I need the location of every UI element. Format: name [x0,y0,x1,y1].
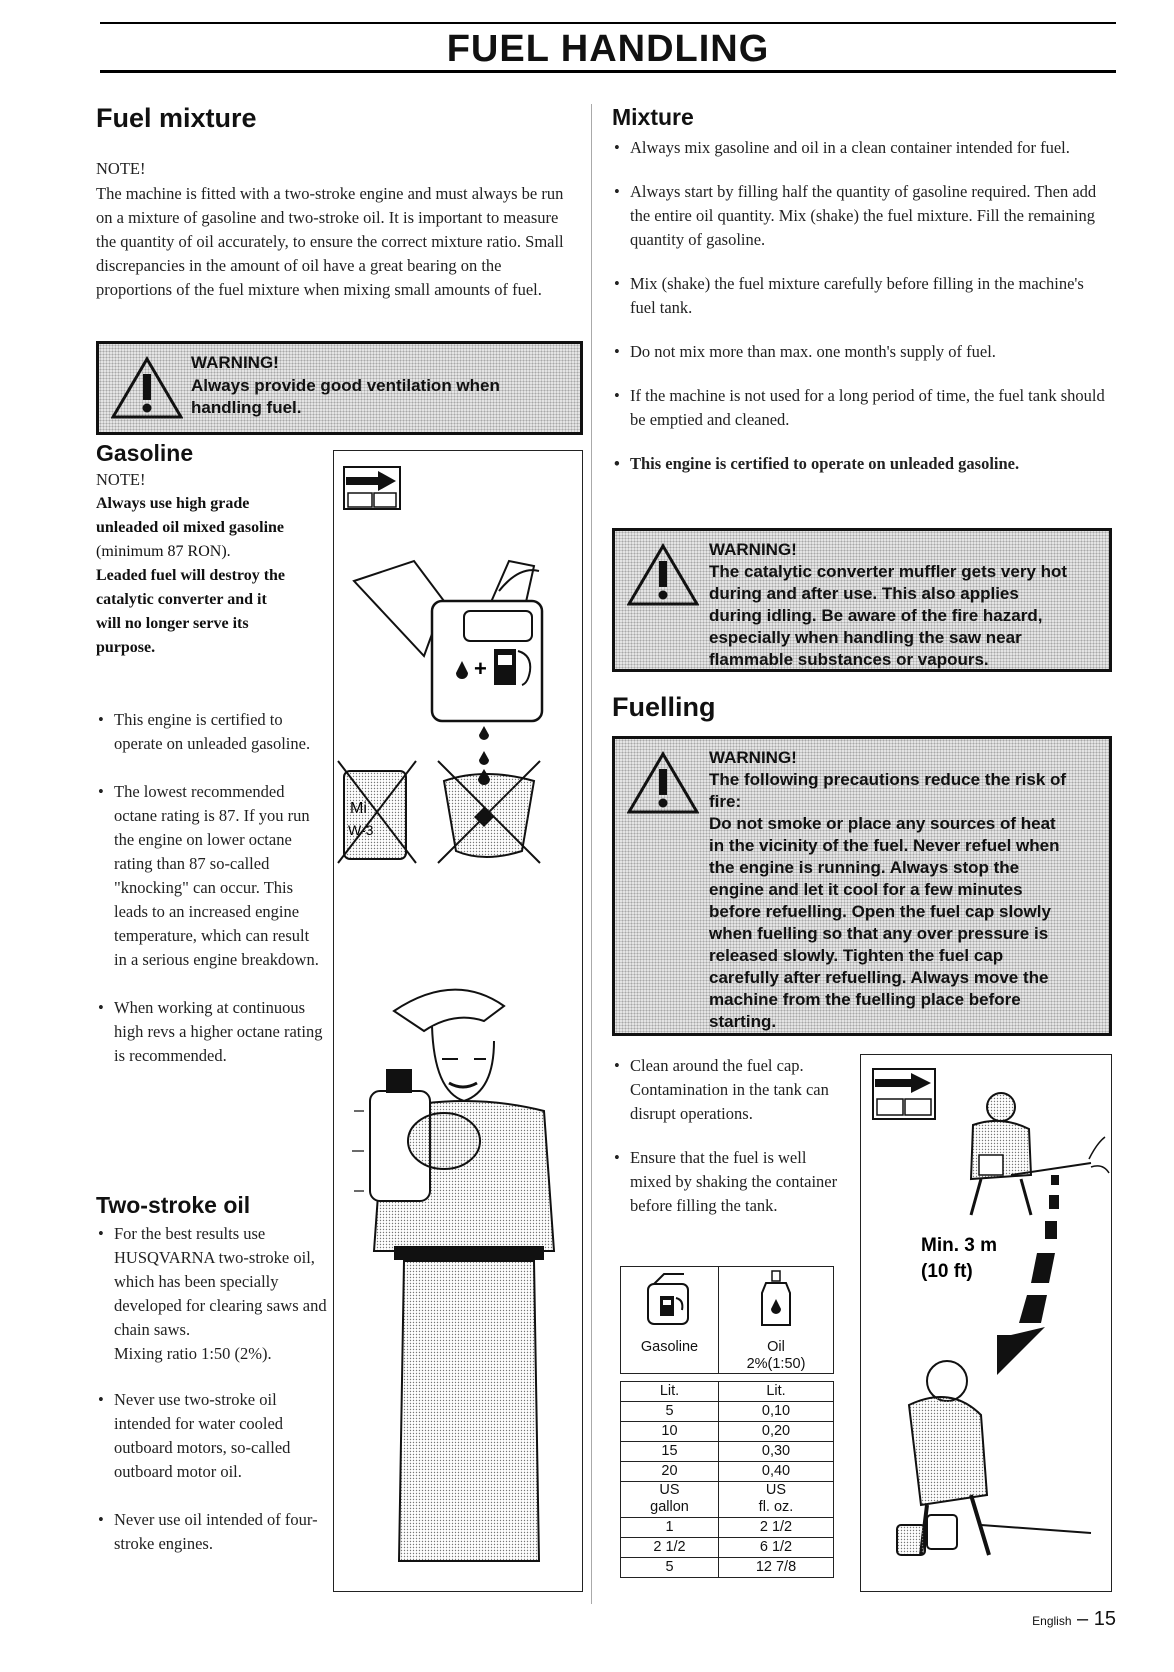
page-language-label: English [1032,1614,1072,1628]
person-refuelling-illustration [897,1361,1091,1555]
oil-ratio-label: 2%(1:50) [746,1355,806,1372]
mixture-bullet-3: • Mix (shake) the fuel mixture carefully before filling in the machine's fuel tank. [612,272,1112,320]
warning-fire-line-6: engine and let it cool for a few minutes [709,880,1023,899]
page-title: FUEL HANDLING [446,28,770,70]
fuel-mixing-ratio-table [620,1266,834,1578]
mixture-bullet-5: • If the machine is not used for a long period of time, the fuel tank should be emptied and cleaned. [612,384,1112,432]
refuelling-distance-illustration [860,1054,1112,1592]
table-header-oil [719,1339,834,1374]
gasoline-bold-line-5: will no longer serve its [96,615,249,632]
section-heading-mixture: Mixture [612,104,694,130]
warning-fire-line-1: The following precautions reduce the risk of [709,770,1067,789]
table-row [621,1421,834,1441]
no-motor-oil-can-icon [338,761,416,863]
us-label: US [659,1482,680,1498]
table-cell: 1 [621,1517,719,1537]
drip-icon [479,726,489,765]
warning-fire-line-7: before refuelling. Open the fuel cap slowly [709,902,1051,921]
table-cell: 12 7/8 [719,1557,834,1577]
table-cell [719,1481,834,1517]
table-spacer-cell [719,1373,834,1381]
two-stroke-bullet-3: • Never use oil intended of four-stroke engines. [96,1508,328,1556]
warning-ventilation-line-1: Always provide good ventilation when [191,376,500,395]
table-cell: 20 [621,1461,719,1481]
gasoline-bold-line-4: catalytic converter and it [96,591,267,608]
section-heading-two-stroke-oil: Two-stroke oil [96,1192,251,1218]
warning-catalytic-line-1: The catalytic converter muffler gets very hot [709,562,1068,581]
distance-label-imperial: (10 ft) [921,1261,973,1282]
svg-text:+: + [474,656,487,681]
gasoline-ron-line: (minimum 87 RON). [96,543,231,560]
section-heading-fuelling: Fuelling [612,692,716,722]
section-heading-gasoline: Gasoline [96,440,194,466]
warning-triangle-icon [627,543,699,607]
gasoline-bullet-3: • When working at continuous high revs a higher octane rating is recommended. [96,996,326,1068]
warning-triangle-icon [111,356,183,420]
oil-bottle-icon [756,1269,796,1331]
mixture-bullet-2: • Always start by filling half the quantity of gasoline required. Then add the entire oil quantity. Mix (shake) the fuel mixture. Fill the remaining quantity of gasoline. [612,180,1112,252]
table-header-gasoline [621,1339,719,1374]
table-row [621,1557,834,1577]
table-icon-row [621,1267,834,1339]
fuel-mixing-illustration [333,450,583,1592]
table-cell: 6 1/2 [719,1537,834,1557]
worker-operating-trimmer-illustration [971,1093,1109,1215]
fuel-mixture-note-label: NOTE! [96,159,146,178]
table-cell: 5 [621,1557,719,1577]
warning-triangle-icon [627,751,699,815]
fuel-mixing-illustration-drawing [334,451,582,1591]
warning-box-catalytic-converter [612,528,1112,672]
mixture-bullet-4: • Do not mix more than max. one month's supply of fuel. [612,340,1112,364]
man-shaking-fuel-container-illustration [352,990,554,1561]
table-cell: 0,20 [719,1421,834,1441]
us-label: US [765,1482,787,1498]
header-bottom-rule [100,70,1116,73]
table-row [621,1461,834,1481]
column-divider [591,104,592,1604]
header-top-rule [100,22,1116,24]
warning-fire-line-5: the engine is running. Always stop the [709,858,1020,877]
fuelling-bullet-1: • Clean around the fuel cap. Contamination in the tank can disrupt operations. [612,1054,842,1126]
warning-catalytic-line-3: during idling. Be aware of the fire hazard, [709,606,1043,625]
refuelling-distance-drawing [861,1055,1111,1591]
table-cell: 0,40 [719,1461,834,1481]
table-row [621,1481,834,1517]
table-cell: Lit. [719,1381,834,1401]
distance-label-metric: Min. 3 m [921,1235,998,1256]
table-row [621,1381,834,1401]
page-number-value: 15 [1093,1608,1116,1630]
can-label-1: Mi [350,800,367,817]
warning-catalytic-line-4: especially when handling the saw near [709,628,1022,647]
warning-box-fire [612,736,1112,1036]
fl-oz-label: fl. oz. [758,1499,794,1515]
page-number [1032,1608,1116,1631]
table-cell: Lit. [621,1381,719,1401]
table-cell: 0,10 [719,1401,834,1421]
table-cell [621,1481,719,1517]
warning-fire-line-12: starting. [709,1012,777,1031]
fuel-mixture-note-text: The machine is fitted with a two-stroke engine and must always be run on a mixture of gasoline and two-stroke oil. It is important to measure the quantity of oil accurately, to ensure the correct mixture ratio. Small discrepancies in the amount of oil have a great bearing on the proportions of the fuel mixture when mixing small amounts of fuel. [96,184,564,299]
table-cell: 15 [621,1441,719,1461]
read-manual-arrow-icon [344,467,400,509]
warning-ventilation-line-2: handling fuel. [191,398,302,417]
gallon-label: gallon [650,1499,689,1515]
gasoline-bullet-list [96,708,326,1092]
warning-fire-line-9: released slowly. Tighten the fuel cap [709,946,1004,965]
gasoline-bullet-1: • This engine is certified to operate on unleaded gasoline. [96,708,326,756]
table-cell: 10 [621,1421,719,1441]
gasoline-header-label: Gasoline [640,1338,699,1355]
table-row [621,1537,834,1557]
gasoline-bold-line-2: unleaded oil mixed gasoline [96,519,285,536]
table-row [621,1401,834,1421]
gasoline-bold-line-1: Always use high grade [96,495,250,512]
warning-fire-line-8: when fuelling so that any over pressure is [709,924,1049,943]
warning-catalytic-line-2: during and after use. This also applies [709,584,1019,603]
warning-fire-line-4: in the vicinity of the fuel. Never refuel when [709,836,1060,855]
mixture-bullet-6: • This engine is certified to operate on unleaded gasoline. [612,452,1112,476]
oil-header-label: Oil [767,1338,785,1355]
fuel-can-icon [432,601,542,721]
mixture-bullet-list [612,136,1112,476]
two-stroke-bullet-list [96,1222,328,1580]
mixture-bullet-1: • Always mix gasoline and oil in a clean container intended for fuel. [612,136,1112,160]
mixing-ratio: Mixing ratio 1:50 (2%). [114,1344,272,1363]
table-row [621,1441,834,1461]
gasoline-bold-line-3: Leaded fuel will destroy the [96,567,286,584]
table-row [621,1517,834,1537]
gasoline-bold-line-6: purpose. [96,639,156,656]
warning-catalytic-title: WARNING! [709,540,797,559]
can-label-2: W-3 [348,822,374,838]
gasoline-bullet-2: • The lowest recommended octane rating is 87. If you run the engine on lower octane rating than 87 so-called "knocking" can occur. This leads to an increased engine temperature, which can result in a serious engine breakdown. [96,780,326,972]
warning-fire-title: WARNING! [709,748,797,767]
warning-fire-line-3: Do not smoke or place any sources of heat [709,814,1056,833]
table-spacer-cell [621,1373,719,1381]
table-cell: 0,30 [719,1441,834,1461]
gasoline-bold-note [96,492,326,660]
warning-fire-line-10: carefully after refuelling. Always move the [709,968,1049,987]
gasoline-note-label: NOTE! [96,470,146,489]
warning-fire-line-11: machine from the fuelling place before [709,990,1021,1009]
table-cell: 2 1/2 [621,1537,719,1557]
gasoline-can-icon [640,1270,700,1330]
no-water-bucket-icon [438,761,540,863]
table-spacer-row [621,1373,834,1381]
page-number-dash: – [1071,1608,1094,1630]
warning-box-ventilation [96,341,583,435]
two-stroke-bullet-2: • Never use two-stroke oil intended for water cooled outboard motors, so-called outboard motor oil. [96,1388,328,1484]
warning-catalytic-line-5: flammable substances or vapours. [709,650,989,669]
fuelling-bullet-2: • Ensure that the fuel is well mixed by shaking the container before filling the tank. [612,1146,842,1218]
two-stroke-bullet-1-text: For the best results use HUSQVARNA two-stroke oil, which has been specially developed for clearing saws and chain saws. [114,1224,327,1339]
fuelling-bullet-list [612,1054,842,1218]
table-cell: 5 [621,1401,719,1421]
two-stroke-bullet-1 [96,1222,328,1366]
table-cell: 2 1/2 [719,1517,834,1537]
gasoline-icon-cell [621,1267,719,1339]
warning-fire-line-2: fire: [709,792,742,811]
oil-icon-cell [719,1267,834,1339]
warning-ventilation-title: WARNING! [191,353,279,372]
table-header-row [621,1339,834,1374]
section-heading-fuel-mixture: Fuel mixture [96,103,257,133]
read-manual-arrow-icon [873,1069,935,1119]
